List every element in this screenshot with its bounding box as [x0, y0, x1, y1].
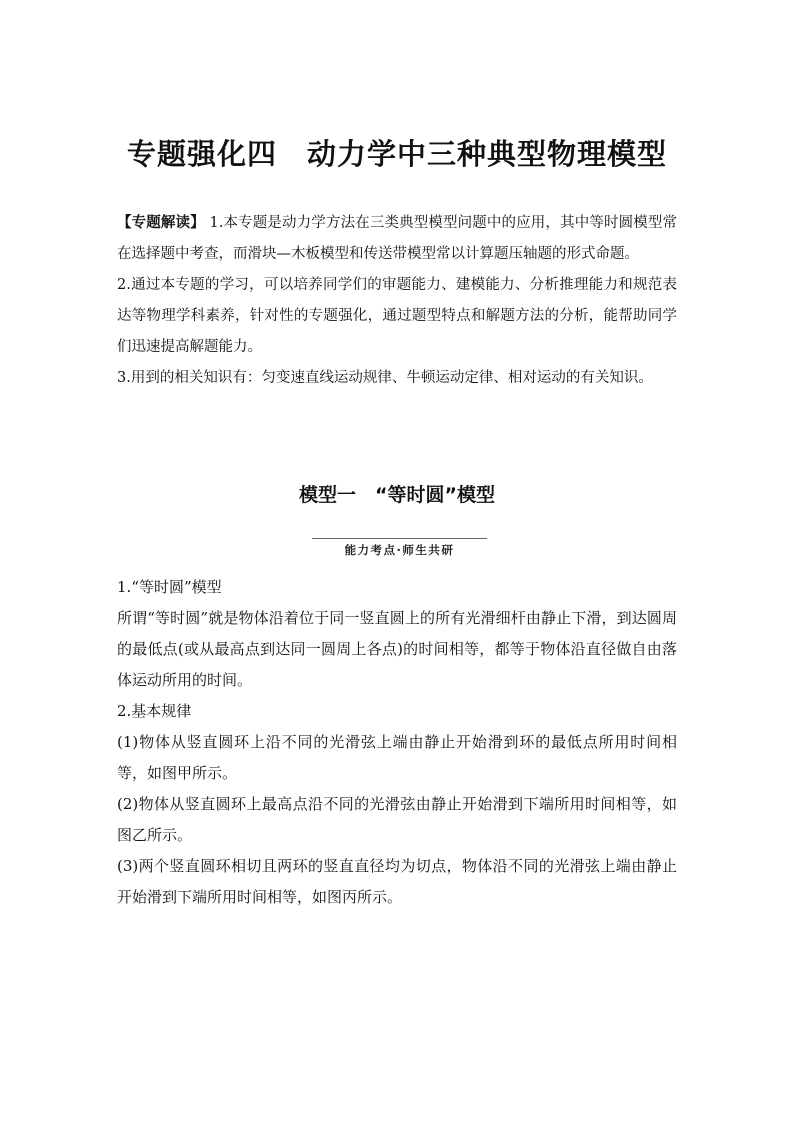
- rule-3: (3)两个竖直圆环相切且两环的竖直直径均为切点，物体沿不同的光滑弦上端由静止开始滑到下端所用时间相等，如图丙所示。: [117, 857, 677, 906]
- section-body: [117, 572, 677, 913]
- subheading-1: 1.“等时圆”模型: [117, 578, 222, 596]
- banner-label: 能力考点·师生共研: [344, 543, 455, 557]
- rule-1: (1)物体从竖直圆环上沿不同的光滑弦上端由静止开始滑到环的最低点所用时间相等，如图甲所示。: [117, 733, 677, 782]
- intro-paragraph-1: [117, 207, 677, 270]
- subheading-2: 2.基本规律: [117, 702, 192, 720]
- intro-tag: 【专题解读】: [117, 214, 205, 231]
- section-heading: 模型一 “等时圆”模型: [299, 484, 495, 506]
- section-banner: [312, 538, 487, 560]
- rule-2: (2)物体从竖直圆环上最高点沿不同的光滑弦由静止开始滑到下端所用时间相等，如图乙所示。: [117, 795, 677, 844]
- banner-rule: [312, 538, 487, 539]
- intro-paragraph-3: 3.用到的相关知识有：匀变速直线运动规律、牛顿运动定律、相对运动的有关知识。: [117, 370, 653, 386]
- paragraph-definition: 所谓“等时圆”就是物体沿着位于同一竖直圆上的所有光滑细杆由静止下滑，到达圆周的最低点(或从最高点到达同一圆周上各点)的时间相等，都等于物体沿直径做自由落体运动所用的时间。: [117, 609, 677, 689]
- topic-intro: [117, 207, 677, 394]
- page-title: 专题强化四 动力学中三种典型物理模型: [126, 137, 667, 171]
- intro-text-1: 1.本专题是动力学方法在三类典型模型问题中的应用，其中等时圆模型常在选择题中考查，而滑块—木板模型和传送带模型常以计算题压轴题的形式命题。: [117, 215, 677, 262]
- intro-paragraph-2: 2.通过本专题的学习，可以培养同学们的审题能力、建模能力、分析推理能力和规范表达等物理学科素养，针对性的专题强化，通过题型特点和解题方法的分析，能帮助同学们迅速提高解题能力。: [117, 277, 677, 355]
